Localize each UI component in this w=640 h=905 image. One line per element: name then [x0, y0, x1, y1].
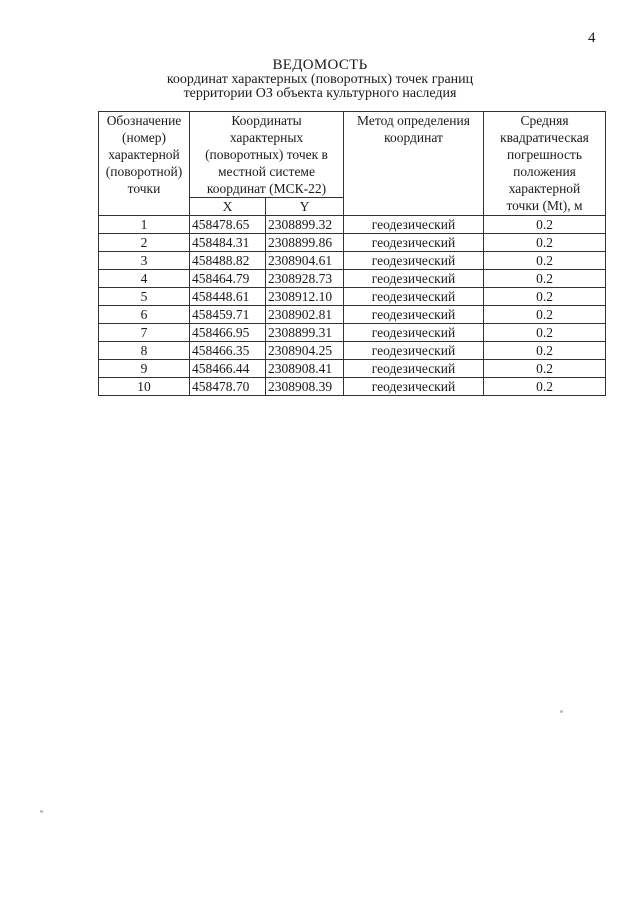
table-row: [99, 288, 606, 306]
header-coordinates: [190, 112, 344, 198]
table-row: [99, 324, 606, 342]
method: геодезический: [344, 342, 484, 360]
header-error-line: точки (Mt), м: [506, 198, 583, 213]
header-coordinates-line: характерных: [229, 130, 304, 145]
header-method-line: координат: [384, 130, 443, 145]
point-number: 6: [99, 306, 190, 324]
header-coordinates-line: Координаты: [231, 113, 302, 128]
header-designation-line: характерной: [108, 147, 180, 162]
coord-x: 458466.44: [190, 360, 266, 378]
error-mt: 0.2: [484, 378, 606, 396]
header-coordinates-line: местной системе: [218, 164, 315, 179]
error-mt: 0.2: [484, 360, 606, 378]
header-y: Y: [266, 198, 344, 216]
table-row: [99, 216, 606, 234]
error-mt: 0.2: [484, 306, 606, 324]
method: геодезический: [344, 288, 484, 306]
coord-x: 458478.70: [190, 378, 266, 396]
point-number: 2: [99, 234, 190, 252]
error-mt: 0.2: [484, 324, 606, 342]
page-number: 4: [588, 30, 596, 46]
header-method: [344, 112, 484, 216]
scan-speck: [40, 810, 43, 813]
header-coordinates-line: (поворотных) точек в: [205, 147, 328, 162]
coord-y: 2308904.61: [266, 252, 344, 270]
table-row: [99, 378, 606, 396]
coord-x: 458448.61: [190, 288, 266, 306]
header-designation-line: точки: [127, 181, 161, 196]
coord-y: 2308904.25: [266, 342, 344, 360]
header-error-line: положения: [513, 164, 576, 179]
error-mt: 0.2: [484, 342, 606, 360]
method: геодезический: [344, 378, 484, 396]
coord-x: 458464.79: [190, 270, 266, 288]
method: геодезический: [344, 360, 484, 378]
coord-x: 458459.71: [190, 306, 266, 324]
coord-y: 2308908.41: [266, 360, 344, 378]
header-method-line: Метод определения: [357, 113, 470, 128]
error-mt: 0.2: [484, 216, 606, 234]
method: геодезический: [344, 324, 484, 342]
header-coordinates-line: координат (МСК-22): [206, 181, 327, 196]
coord-x: 458466.35: [190, 342, 266, 360]
coord-x: 458478.65: [190, 216, 266, 234]
title-line-2: территории ОЗ объекта культурного наследия: [183, 86, 457, 101]
point-number: 8: [99, 342, 190, 360]
coord-x: 458484.31: [190, 234, 266, 252]
table-row: [99, 270, 606, 288]
method: геодезический: [344, 306, 484, 324]
header-error: [484, 112, 606, 216]
point-number: 5: [99, 288, 190, 306]
error-mt: 0.2: [484, 270, 606, 288]
point-number: 7: [99, 324, 190, 342]
header-error-line: характерной: [508, 181, 581, 196]
coord-y: 2308902.81: [266, 306, 344, 324]
document-title: [0, 57, 640, 101]
point-number: 1: [99, 216, 190, 234]
header-designation: [99, 112, 190, 216]
scan-speck: [560, 710, 563, 713]
method: геодезический: [344, 252, 484, 270]
error-mt: 0.2: [484, 288, 606, 306]
header-designation-line: (номер): [122, 130, 166, 145]
header-designation-line: (поворотной): [105, 164, 183, 179]
coordinates-table: [98, 111, 606, 396]
point-number: 10: [99, 378, 190, 396]
coord-y: 2308899.31: [266, 324, 344, 342]
error-mt: 0.2: [484, 234, 606, 252]
header-error-line: погрешность: [506, 147, 582, 162]
method: геодезический: [344, 234, 484, 252]
header-error-line: квадратическая: [500, 130, 589, 145]
point-number: 9: [99, 360, 190, 378]
error-mt: 0.2: [484, 252, 606, 270]
coord-y: 2308899.32: [266, 216, 344, 234]
title-line-1: координат характерных (поворотных) точек границ: [166, 72, 474, 87]
method: геодезический: [344, 270, 484, 288]
coord-y: 2308912.10: [266, 288, 344, 306]
header-error-line: Средняя: [520, 113, 569, 128]
coord-y: 2308908.39: [266, 378, 344, 396]
coord-y: 2308928.73: [266, 270, 344, 288]
point-number: 4: [99, 270, 190, 288]
header-designation-line: Обозначение: [106, 113, 182, 128]
point-number: 3: [99, 252, 190, 270]
table-row: [99, 342, 606, 360]
coord-x: 458466.95: [190, 324, 266, 342]
title-main: ВЕДОМОСТЬ: [272, 57, 368, 73]
method: геодезический: [344, 216, 484, 234]
table-row: [99, 234, 606, 252]
coord-y: 2308899.86: [266, 234, 344, 252]
table-row: [99, 306, 606, 324]
coord-x: 458488.82: [190, 252, 266, 270]
table-row: [99, 360, 606, 378]
table-row: [99, 252, 606, 270]
header-x: X: [190, 198, 266, 216]
